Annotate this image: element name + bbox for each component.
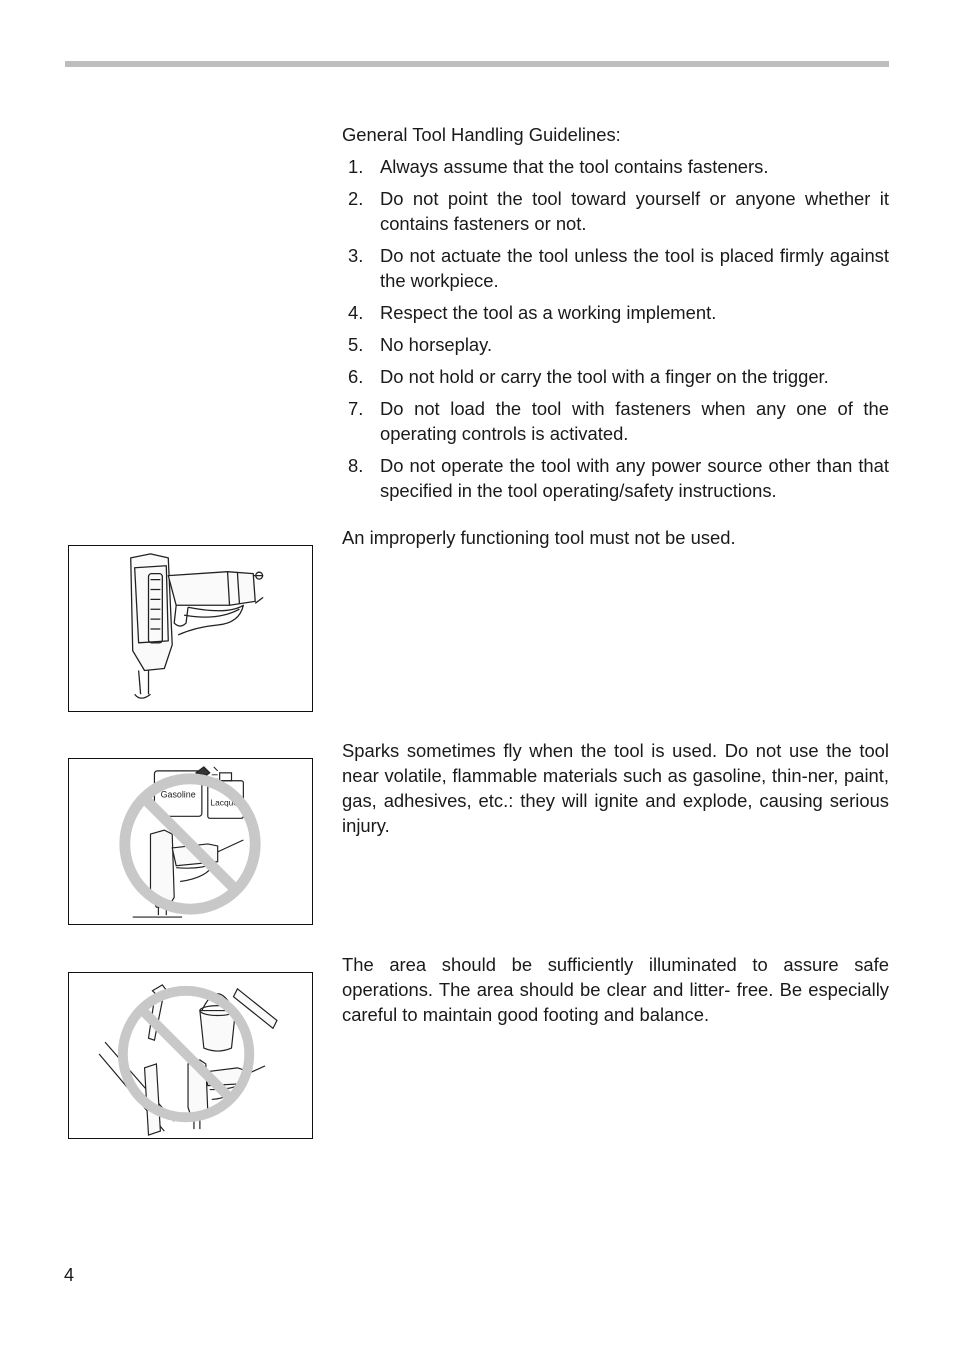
lacquer-label: Lacquer xyxy=(210,797,241,808)
item-number: 7. xyxy=(348,398,364,419)
gasoline-label: Gasoline xyxy=(160,789,196,800)
page-number: 4 xyxy=(64,1265,75,1285)
flammables-prohibition-illustration xyxy=(68,758,313,925)
item-text: Do not load the tool with fasteners when any one of the operating controls is activated. xyxy=(380,398,889,444)
sparks-warning-paragraph: Sparks sometimes fly when the tool is used. Do not use the tool near volatile, flammable materials such as gasoline, thin-ner, paint, gas, adhesives, etc.: they will ignite and explode, causing serious injury. xyxy=(342,740,889,836)
guidelines-heading: General Tool Handling Guidelines: xyxy=(342,124,621,145)
item-number: 1. xyxy=(348,156,364,177)
item-number: 3. xyxy=(348,245,364,266)
list-item xyxy=(342,332,889,357)
improper-tool-paragraph: An improperly functioning tool must not be used. xyxy=(342,527,736,548)
nailer-illustration xyxy=(68,545,313,712)
cluttered-area-prohibition-illustration xyxy=(68,972,313,1139)
header-rule xyxy=(65,61,889,67)
item-text: Respect the tool as a working implement. xyxy=(380,302,717,323)
item-text: Always assume that the tool contains fasteners. xyxy=(380,156,769,177)
nailer-icon xyxy=(69,546,312,711)
list-item xyxy=(342,364,889,389)
item-text: Do not operate the tool with any power source other than that specified in the tool operating/safety instructions. xyxy=(380,455,889,501)
item-number: 4. xyxy=(348,302,364,323)
list-item xyxy=(342,243,889,293)
list-item xyxy=(342,154,889,179)
list-item xyxy=(342,453,889,503)
item-text: Do not actuate the tool unless the tool is placed firmly against the workpiece. xyxy=(380,245,889,291)
list-item xyxy=(342,300,889,325)
item-number: 8. xyxy=(348,455,364,476)
prohibition-icon xyxy=(123,991,249,1117)
item-number: 5. xyxy=(348,334,364,355)
item-number: 2. xyxy=(348,188,364,209)
guidelines-list xyxy=(342,154,889,510)
list-item xyxy=(342,186,889,236)
item-text: No horseplay. xyxy=(380,334,493,355)
item-number: 6. xyxy=(348,366,364,387)
work-area-paragraph: The area should be sufficiently illuminated to assure safe operations. The area should be clear and litter- free. Be especially careful to maintain good footing and balance. xyxy=(342,954,889,1025)
item-text: Do not hold or carry the tool with a finger on the trigger. xyxy=(380,366,829,387)
item-text: Do not point the tool toward yourself or anyone whether it contains fasteners or not. xyxy=(380,188,889,234)
list-item xyxy=(342,396,889,446)
